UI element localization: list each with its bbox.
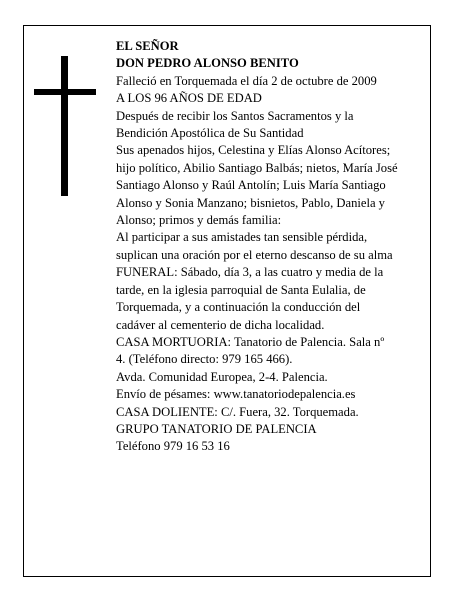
notice-line: Después de recibir los Santos Sacramentos y la	[116, 108, 354, 123]
notice-line: Alonso y Sonia Manzano; bisnietos, Pablo, Daniela y	[116, 195, 385, 210]
notice-line: 4. (Teléfono directo: 979 165 466).	[116, 352, 293, 367]
cross-vertical-bar	[61, 56, 68, 196]
notice-line: Avda. Comunidad Europea, 2-4. Palencia.	[116, 369, 328, 384]
notice-line: Teléfono 979 16 53 16	[116, 439, 230, 454]
notice-line: CASA DOLIENTE: C/. Fuera, 32. Torquemada.	[116, 404, 359, 419]
obituary-notice	[23, 25, 431, 577]
notice-line: cadáver al cementerio de dicha localidad.	[116, 317, 325, 332]
notice-line: Torquemada, y a continuación la conducción del	[116, 300, 361, 315]
notice-line: hijo político, Abilio Santiago Balbás; nietos, María José	[116, 160, 398, 175]
notice-line: Al participar a sus amistades tan sensible pérdida,	[116, 230, 368, 245]
deceased-name: DON PEDRO ALONSO BENITO	[116, 56, 299, 71]
notice-line: CASA MORTUORIA: Tanatorio de Palencia. Sala nº	[116, 334, 385, 349]
notice-line: Sus apenados hijos, Celestina y Elías Alonso Acítores;	[116, 143, 391, 158]
notice-text	[116, 38, 424, 456]
notice-line: Santiago Alonso y Raúl Antolín; Luis María Santiago	[116, 178, 386, 193]
notice-line: A LOS 96 AÑOS DE EDAD	[116, 91, 262, 106]
notice-line: tarde, en la iglesia parroquial de Santa Eulalia, de	[116, 282, 366, 297]
notice-line: Alonso; primos y demás familia:	[116, 213, 282, 228]
notice-line: FUNERAL: Sábado, día 3, a las cuatro y media de la	[116, 265, 384, 280]
notice-line: Falleció en Torquemada el día 2 de octubre de 2009	[116, 73, 377, 88]
notice-line: suplican una oración por el eterno descanso de su alma	[116, 247, 393, 262]
notice-line: GRUPO TANATORIO DE PALENCIA	[116, 421, 317, 436]
deceased-title: EL SEÑOR	[116, 39, 179, 53]
notice-line: Bendición Apostólica de Su Santidad	[116, 126, 304, 141]
cross-icon	[34, 56, 96, 196]
notice-line: Envío de pésames: www.tanatoriodepalencia.es	[116, 387, 356, 402]
cross-horizontal-bar	[34, 89, 96, 95]
